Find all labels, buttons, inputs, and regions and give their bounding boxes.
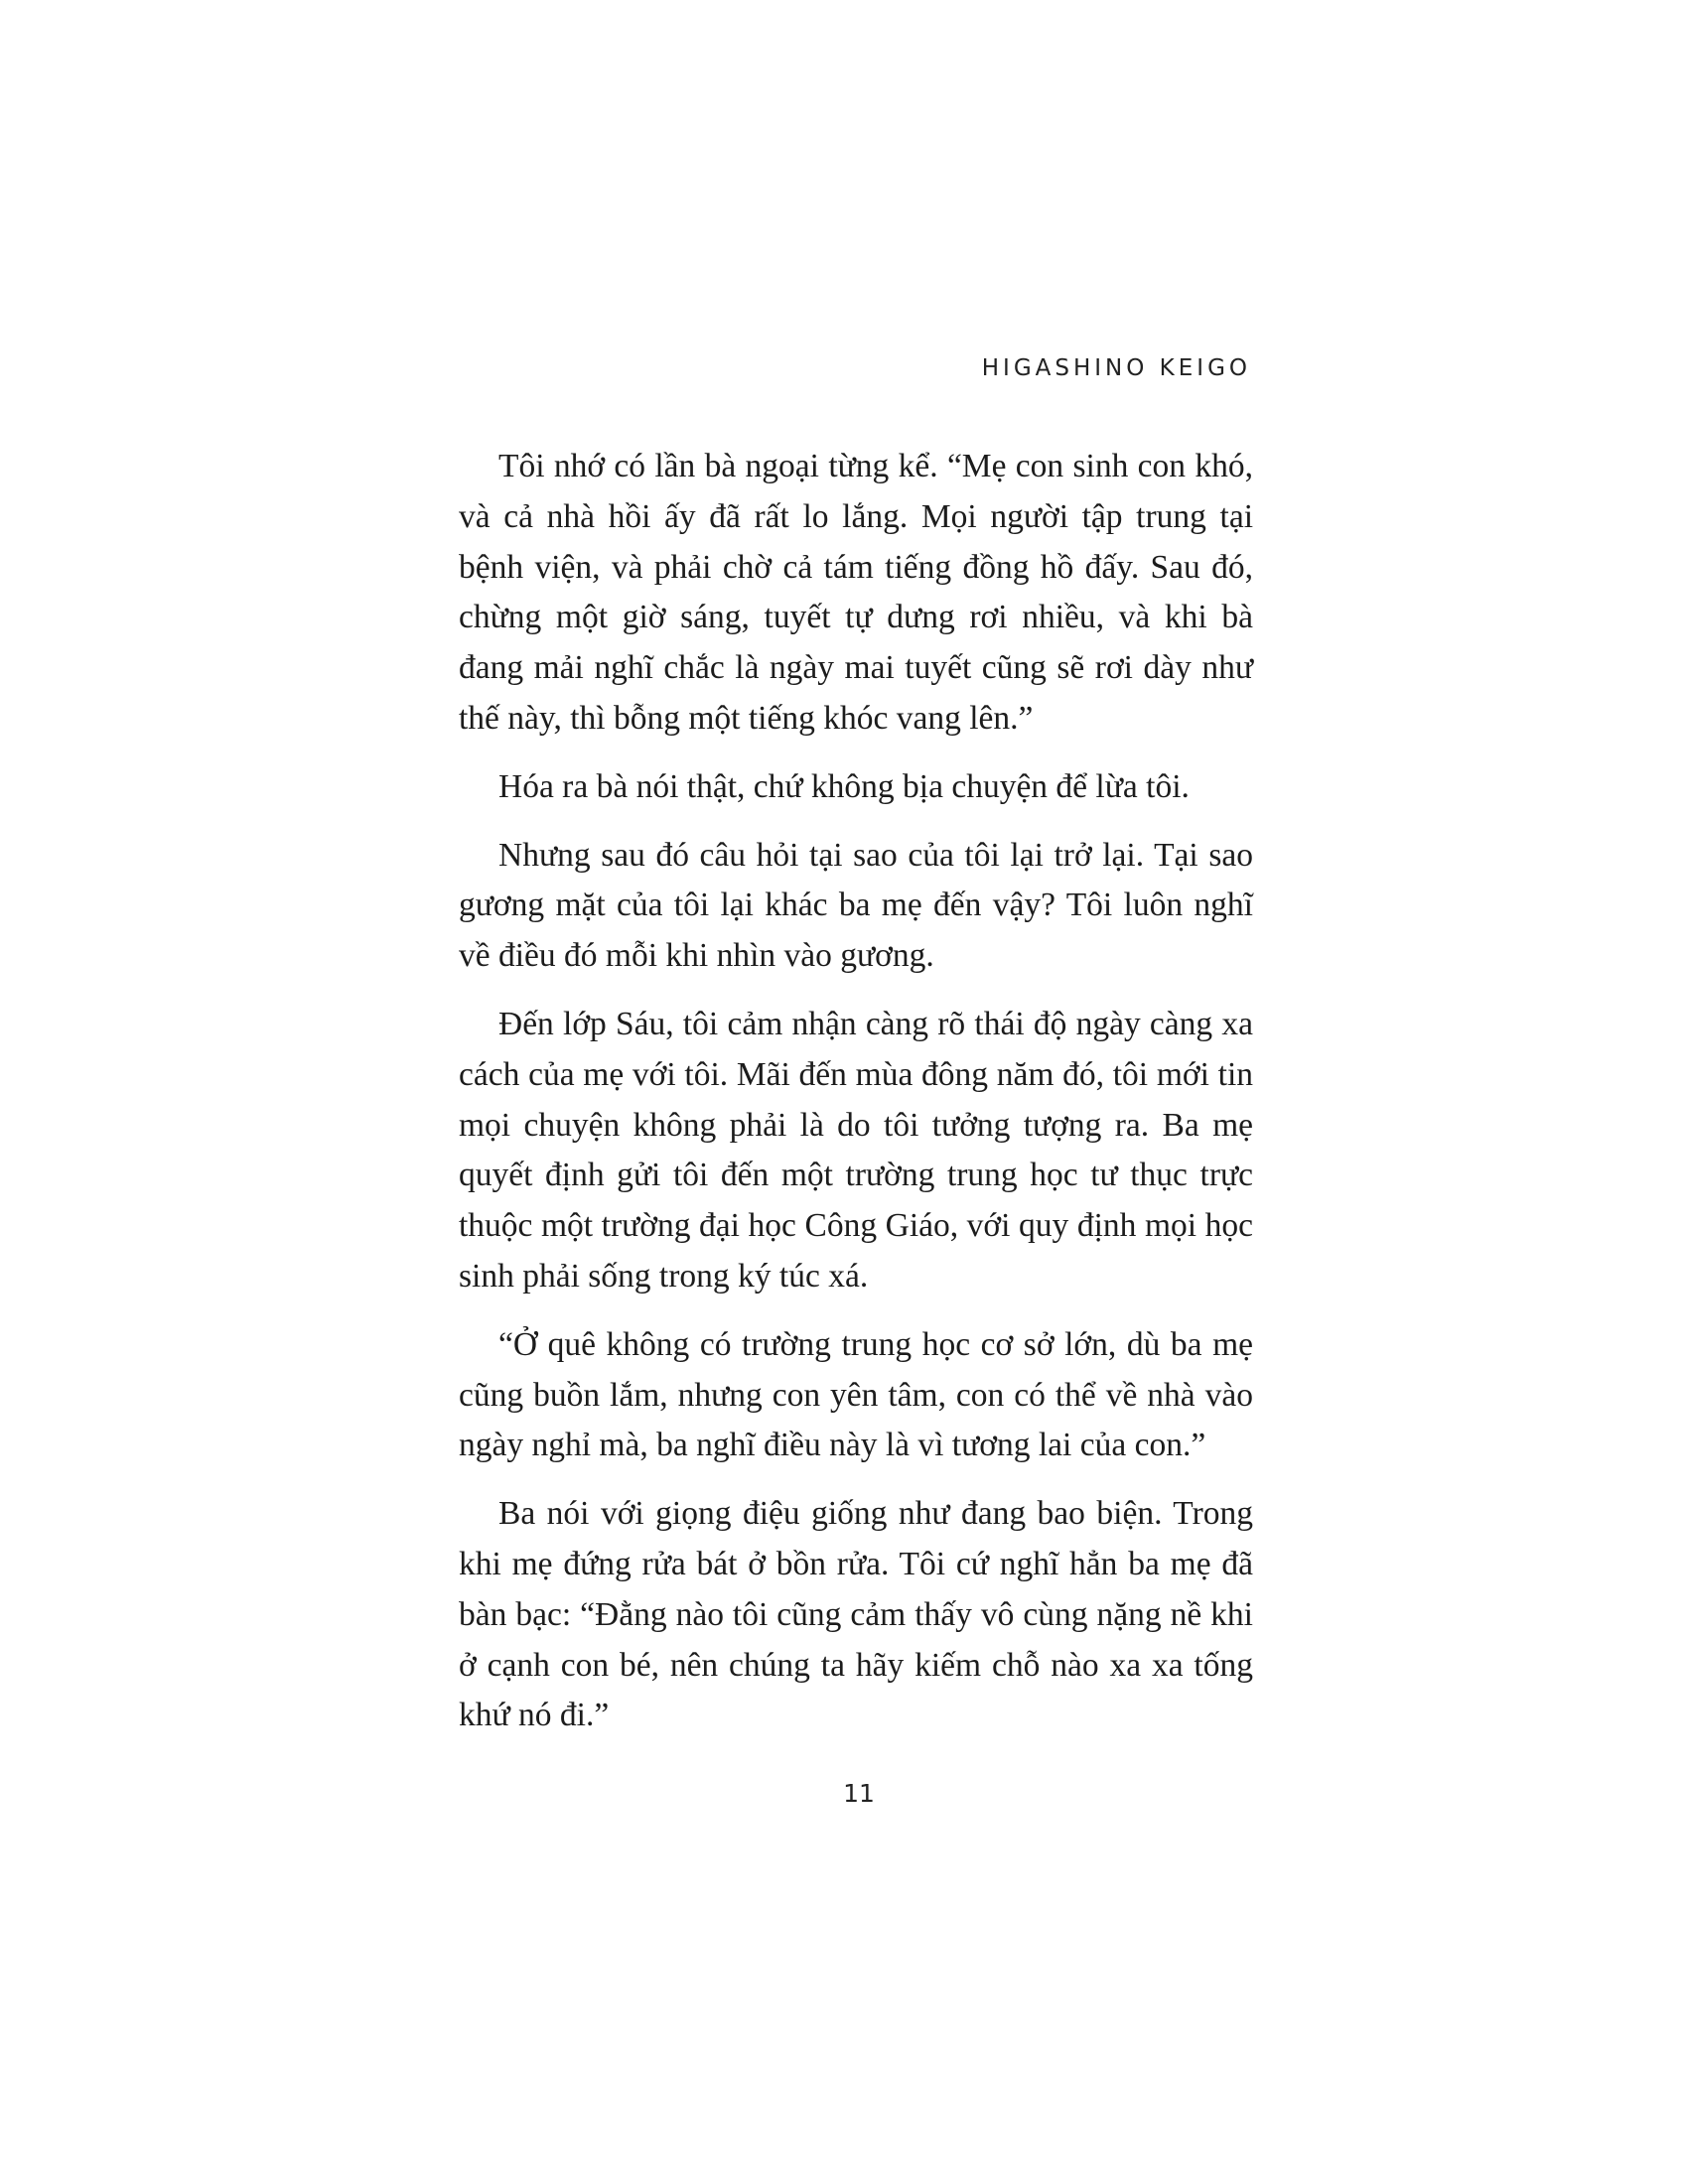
paragraph-1: Tôi nhớ có lần bà ngoại từng kể. “Mẹ con sinh con khó, và cả nhà hồi ấy đã rất lo lắng. Mọi người tập trung tại bệnh viện, và phải chờ cả tám tiếng đồng hồ đấy. Sau đó, chừng một giờ sáng, tuyết tự dưng rơi nhiều, và khi bà đang mải nghĩ chắc là ngày mai tuyết cũng sẽ rơi dày như thế này, thì bỗng một tiếng khóc vang lên.” — [459, 448, 1253, 737]
body-text — [459, 442, 1253, 1759]
paragraph-3: Nhưng sau đó câu hỏi tại sao của tôi lại trở lại. Tại sao gương mặt của tôi lại khác ba mẹ đến vậy? Tôi luôn nghĩ về điều đó mỗi khi nhìn vào gương. — [459, 836, 1253, 975]
page-number: 11 — [843, 1779, 875, 1808]
paragraph-6: Ba nói với giọng điệu giống như đang bao biện. Trong khi mẹ đứng rửa bát ở bồn rửa. Tôi cứ nghĩ hẳn ba mẹ đã bàn bạc: “Đằng nào tôi cũng cảm thấy vô cùng nặng nề khi ở cạnh con bé, nên chúng ta hãy kiếm chỗ nào xa xa tống khứ nó đi.” — [459, 1495, 1253, 1734]
running-header-author: HIGASHINO KEIGO — [981, 355, 1251, 381]
paragraph-4: Đến lớp Sáu, tôi cảm nhận càng rõ thái độ ngày càng xa cách của mẹ với tôi. Mãi đến mùa đông năm đó, tôi mới tin mọi chuyện không phải là do tôi tưởng tượng ra. Ba mẹ quyết định gửi tôi đến một trường trung học tư thục trực thuộc một trường đại học Công Giáo, với quy định mọi học sinh phải sống trong ký túc xá. — [459, 1005, 1253, 1295]
paragraph-2: Hóa ra bà nói thật, chứ không bịa chuyện để lừa tôi. — [498, 767, 1190, 805]
paragraph-5: “Ở quê không có trường trung học cơ sở lớn, dù ba mẹ cũng buồn lắm, nhưng con yên tâm, con có thể về nhà vào ngày nghỉ mà, ba nghĩ điều này là vì tương lai của con.” — [459, 1325, 1253, 1464]
